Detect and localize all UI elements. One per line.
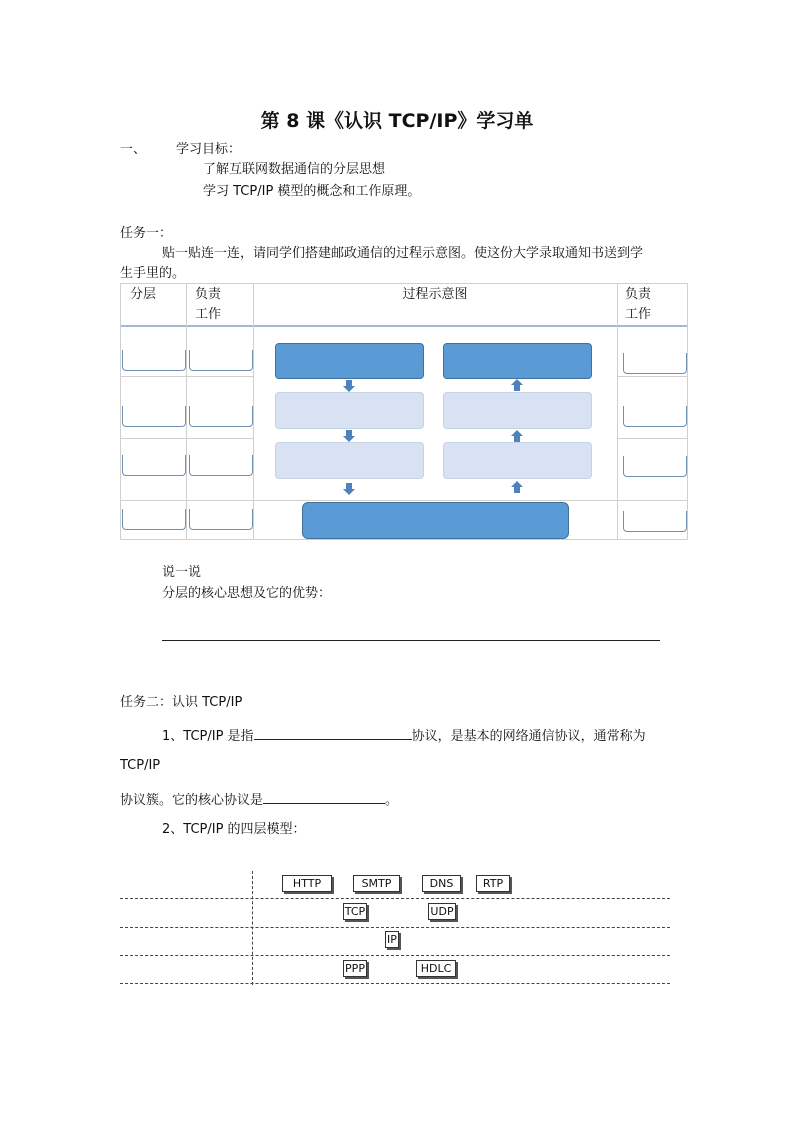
answer-box-duty-left-2[interactable]	[189, 406, 253, 427]
arrow-down-icon	[343, 380, 355, 392]
header-layer: 分层	[130, 287, 157, 302]
question-1-line2: TCP/IP	[120, 758, 161, 773]
task2-heading: 任务二：认识 TCP/IP	[120, 695, 243, 710]
question-1-blank-1[interactable]	[254, 725, 412, 740]
page-title: 第 8 课《认识 TCP/IP》学习单	[260, 110, 534, 132]
goals-label: 学习目标：	[176, 142, 242, 157]
header-duty-right-line2: 工作	[625, 307, 652, 322]
receiver-middle-block[interactable]	[443, 392, 592, 429]
question-1-line3	[120, 789, 398, 810]
arrow-down-icon	[343, 483, 355, 495]
discuss-heading: 说一说	[162, 565, 202, 580]
question-1-part1: 1、TCP/IP 是指	[162, 729, 254, 744]
discuss-prompt: 分层的核心思想及它的优势：	[162, 586, 332, 601]
protocol-udp[interactable]: UDP	[428, 903, 456, 920]
protocol-tcp[interactable]: TCP	[344, 905, 366, 918]
arrow-down-icon	[343, 430, 355, 442]
header-process-diagram: 过程示意图	[402, 287, 468, 302]
answer-box-layer-4[interactable]	[122, 509, 186, 530]
answer-box-duty-right-2[interactable]	[623, 406, 687, 427]
header-duty-left-line1: 负责	[195, 287, 222, 302]
protocol-http[interactable]: HTTP	[282, 875, 332, 892]
answer-box-layer-2[interactable]	[122, 406, 186, 427]
answer-box-duty-left-3[interactable]	[189, 455, 253, 476]
discuss-answer-line[interactable]	[162, 640, 660, 641]
receiver-top-block[interactable]	[443, 343, 592, 379]
task1-heading: 任务一：	[120, 226, 173, 241]
protocol-ip[interactable]: IP	[385, 931, 399, 948]
question-1-blank-2[interactable]	[263, 789, 385, 804]
sender-middle-block[interactable]	[275, 392, 424, 429]
answer-box-duty-right-1[interactable]	[623, 353, 687, 374]
sender-lower-block[interactable]	[275, 442, 424, 479]
answer-box-duty-right-4[interactable]	[623, 511, 687, 532]
task1-desc-line1: 贴一贴连一连，请同学们搭建邮政通信的过程示意图。使这份大学录取通知书送到学	[162, 246, 644, 261]
question-2: 2、TCP/IP 的四层模型：	[162, 822, 306, 837]
answer-box-duty-left-4[interactable]	[189, 509, 253, 530]
answer-box-duty-left-1[interactable]	[189, 350, 253, 371]
section-number: 一、	[120, 142, 147, 157]
header-duty-right-line1: 负责	[625, 287, 652, 302]
question-1	[162, 725, 646, 746]
protocol-ppp[interactable]: PPP	[343, 960, 367, 977]
receiver-lower-block[interactable]	[443, 442, 592, 479]
header-duty-left-line2: 工作	[195, 307, 222, 322]
sender-top-block[interactable]	[275, 343, 424, 379]
task1-desc-line2: 生手里的。	[120, 266, 186, 281]
goal-item-1: 了解互联网数据通信的分层思想	[203, 162, 386, 177]
question-1-part2: 协议，是基本的网络通信协议，通常称为	[411, 729, 646, 744]
transport-bottom-block[interactable]	[302, 502, 569, 539]
arrow-up-icon	[511, 481, 523, 493]
answer-box-duty-right-3[interactable]	[623, 456, 687, 477]
protocol-hdlc[interactable]: HDLC	[416, 960, 456, 977]
answer-box-layer-1[interactable]	[122, 350, 186, 371]
protocol-dns[interactable]: DNS	[422, 875, 461, 892]
answer-box-layer-3[interactable]	[122, 455, 186, 476]
arrow-up-icon	[511, 430, 523, 442]
question-1-line3-part1: 协议簇。它的核心协议是	[120, 793, 264, 808]
protocol-smtp[interactable]: SMTP	[353, 875, 400, 892]
goal-item-2: 学习 TCP/IP 模型的概念和工作原理。	[203, 184, 421, 199]
protocol-rtp[interactable]: RTP	[476, 875, 510, 892]
question-1-line3-part2: 。	[385, 793, 399, 808]
arrow-up-icon	[511, 379, 523, 391]
